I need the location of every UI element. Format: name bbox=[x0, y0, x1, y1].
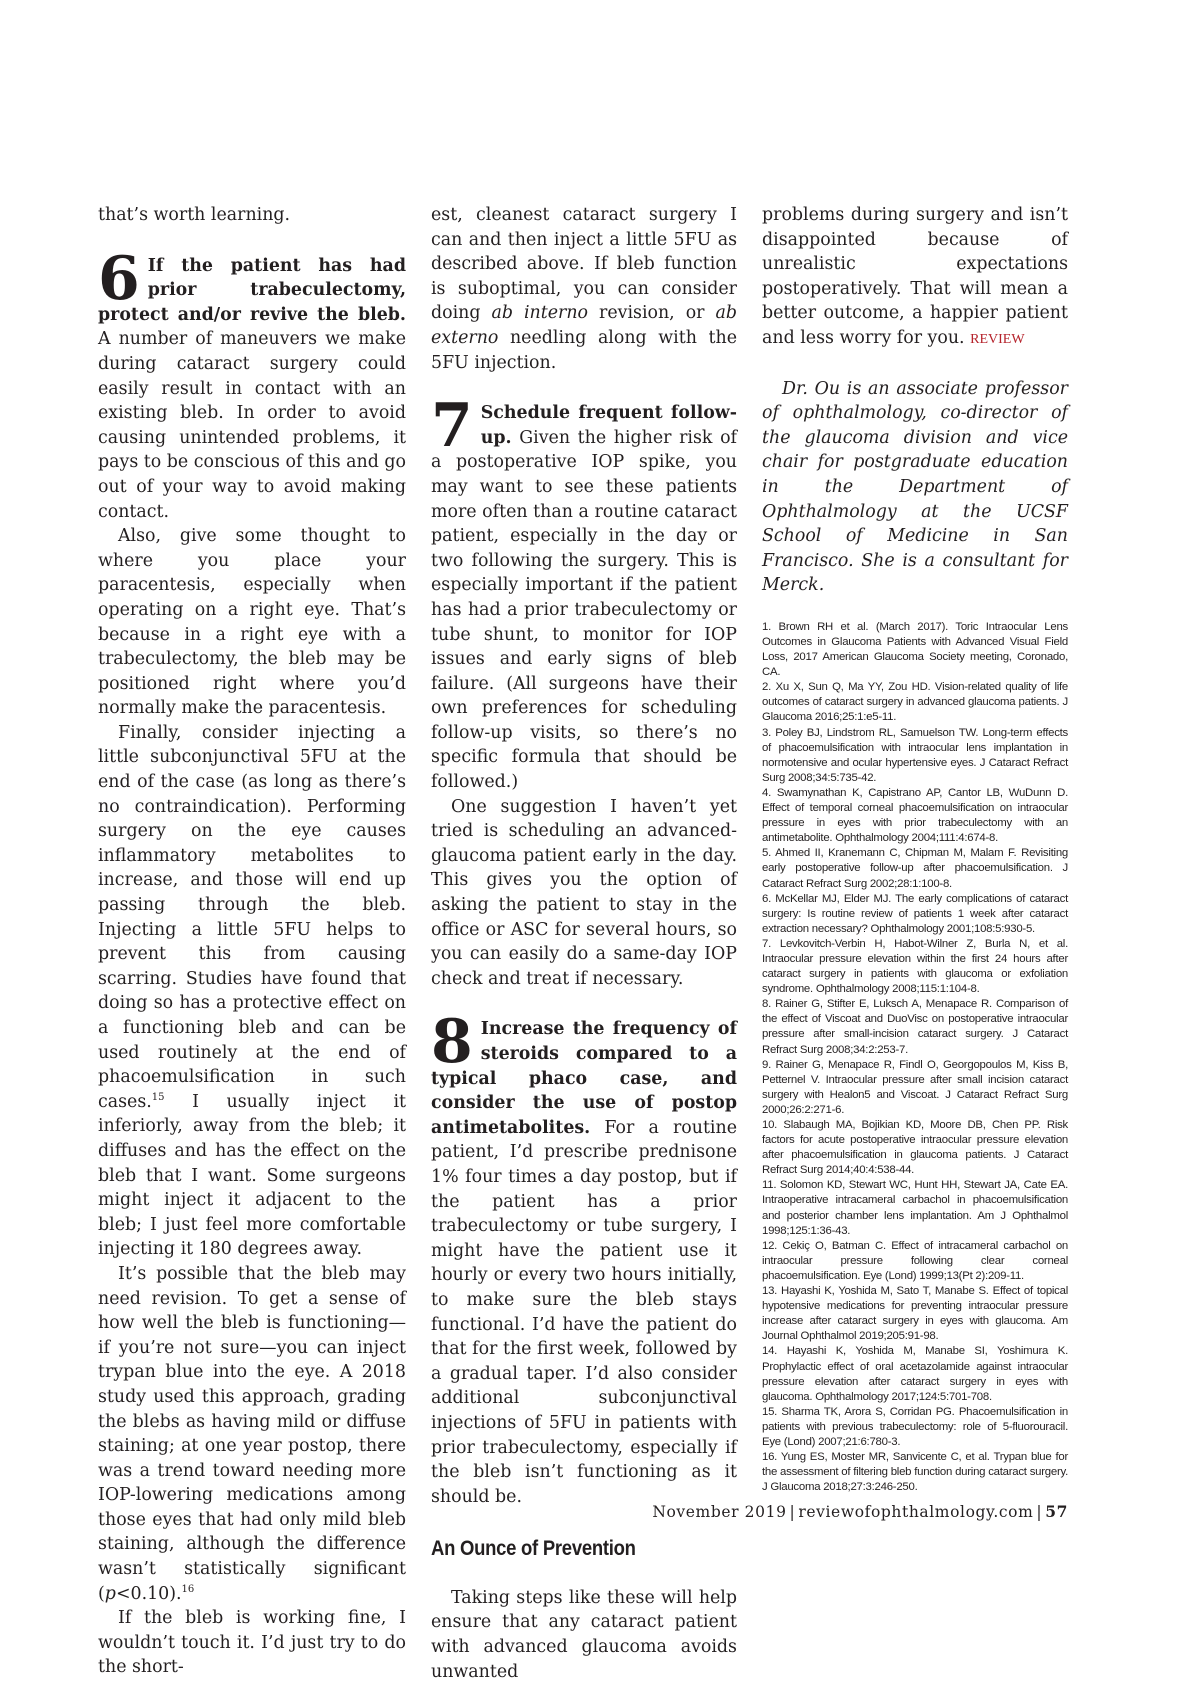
issue-date: November 2019 bbox=[652, 1503, 787, 1521]
citation-superscript: 16 bbox=[181, 1583, 195, 1595]
reference-item: 5. Ahmed II, Kranemann C, Chipman M, Malam F. Revisiting early postoperative follow-up after phacoemulsification. J Cataract Refract Surg 2002;28:1:100-8. bbox=[762, 847, 1068, 890]
tip-7 bbox=[431, 391, 737, 795]
references-list bbox=[762, 620, 1068, 1495]
italic-text: ab interno bbox=[491, 303, 589, 324]
reference-item: 14. Hayashi K, Yoshida M, Manabe SI, Yoshimura K. Prophylactic effect of oral acetazolamide against intraocular pressure elevation after cataract surgery in eyes with glaucoma. Ophthalmology 2017;124:5:701-708. bbox=[762, 1345, 1068, 1403]
paragraph: One suggestion I haven’t yet tried is scheduling an advanced-glaucoma patient early in the day. This gives you the option of asking the patient to stay in the office or ASC for several hours, so you can easily do a same-day IOP check and treat if necessary. bbox=[431, 796, 737, 989]
paragraph bbox=[98, 721, 406, 1262]
citation-superscript: 15 bbox=[151, 1091, 165, 1103]
reference-item: 12. Cekiç O, Batman C. Effect of intracameral carbachol on intraocular pressure following clear corneal phacoemulsification. Eye (Lond) 1999;13(Pt 2):209-11. bbox=[762, 1239, 1068, 1282]
reference-item: 3. Poley BJ, Lindstrom RL, Samuelson TW. Long-term effects of phacoemulsification with intraocular lens implantation in normotensive and ocular hypertensive eyes. J Cataract Refract Surg 2008;34:5:735-42. bbox=[762, 726, 1068, 784]
tip-body: A number of maneuvers we make during cataract surgery could easily result in contact with an existing bleb. In order to avoid causing unintended problems, it pays to be conscious of this and go out of your way to avoid making contact. bbox=[98, 329, 406, 522]
author-bio: Dr. Ou is an associate professor of ophthalmology, co-director of the glaucoma division and vice chair for postgraduate education in the Department of Ophthalmology at the UCSF School of Medicine in San Francisco. She is a consultant for Merck. bbox=[762, 378, 1068, 596]
review-end-mark: REVIEW bbox=[970, 331, 1025, 347]
reference-item: 4. Swamynathan K, Capistrano AP, Cantor LB, WuDunn D. Effect of temporal corneal phacoemulsification on intraocular pressure in eyes with prior trabeculectomy with an antimetabolite. Ophthalmology 2004;111:4:674-8. bbox=[762, 786, 1068, 845]
column-1 bbox=[98, 203, 406, 1680]
tip-body: For a routine patient, I’d prescribe prednisone 1% four times a day postop, but if the patient has a prior trabeculectomy or tube surgery, I might have the patient use it hourly or every two hours initially, to make sure the bleb stays functional. I’d have the patient do that for the first week, followed by a gradual taper. I’d also consider additional subconjunctival injections of 5FU in patients with prior trabeculectomy, especially if the bleb isn’t functioning as it should be. bbox=[431, 1117, 737, 1507]
italic-text: p bbox=[104, 1583, 116, 1604]
column-2 bbox=[431, 203, 737, 1684]
text-run: <0.10). bbox=[115, 1583, 182, 1604]
section-heading: An Ounce of Prevention bbox=[431, 1537, 636, 1561]
reference-item: 16. Yung ES, Moster MR, Sanvicente C, et al. Trypan blue for the assessment of filtering bleb function during cataract surgery. J Glaucoma 2018;27:3:246-250. bbox=[762, 1451, 1068, 1494]
tip-heading: Increase the frequency of steroids compared to a typical phaco case, and consider the use of postop antimetabolites. bbox=[431, 1019, 737, 1138]
website: reviewofophthalmology.com bbox=[798, 1503, 1034, 1521]
text-run: Finally, consider injecting a little subconjunctival 5FU at the end of the case (as long as there’s no contraindication). Performing surgery on the eye causes inflammatory metabolites to increase, and those will end up passing through the bleb. Injecting a little 5FU helps to prevent this from causing scarring. Studies have found that doing so has a protective effect on a functioning bleb and can be used routinely at the end of phacoemulsification in such cases. bbox=[98, 722, 406, 1112]
reference-item: 8. Rainer G, Stifter E, Luksch A, Menapace R. Comparison of the effect of Viscoat and DuoVisc on postoperative intraocular pressure after small-incision cataract surgery. J Cataract Refract Surg 2008;34:2:253-7. bbox=[762, 998, 1068, 1056]
tip-body: Given the higher risk of a postoperative IOP spike, you may want to see these patients more often than a routine cataract patient, especially in the day or two following the surgery. This is especially important if the patient has had a prior trabeculectomy or tube shunt, to monitor for IOP issues and early signs of bleb failure. (All surgeons have their own preferences for scheduling follow-up visits, so there’s no specific formula that should be followed.) bbox=[431, 427, 737, 793]
text-run: revision, or bbox=[588, 303, 716, 324]
tip-8 bbox=[431, 1007, 737, 1509]
reference-item: 1. Brown RH et al. (March 2017). Toric Intraocular Lens Outcomes in Glaucoma Patients with Advanced Visual Field Loss, 2017 American Glaucoma Society meeting, Coronado, CA. bbox=[762, 620, 1068, 679]
text-run: est, cleanest cataract surgery I can and then inject a little 5FU as described above. If bleb function is suboptimal, you can consider doing bbox=[431, 205, 737, 324]
footer-separator: | bbox=[789, 1503, 796, 1521]
column-3 bbox=[762, 203, 1068, 1495]
footer-separator: | bbox=[1036, 1503, 1043, 1521]
paragraph bbox=[431, 203, 737, 375]
tip-heading: If the patient has had prior trabeculectomy, protect and/or revive the bleb. bbox=[98, 255, 406, 325]
italic-text: ab externo bbox=[431, 303, 737, 348]
paragraph bbox=[98, 1262, 406, 1606]
text-run: problems during surgery and isn’t disappointed because of unrealistic expectations postoperatively. That will mean a better outcome, a happier patient and less worry for you. bbox=[762, 205, 1068, 348]
page-number: 57 bbox=[1045, 1502, 1068, 1521]
paragraph bbox=[762, 203, 1068, 353]
text-run: I usually inject it inferiorly, away from the bleb; it diffuses and has the effect on the bleb that I want. Some surgeons might inject it adjacent to the bleb; I just feel more comfortable injecting it 180 degrees away. bbox=[98, 1091, 406, 1260]
tip-paragraph bbox=[431, 391, 737, 795]
tip-6 bbox=[98, 243, 406, 525]
reference-item: 9. Rainer G, Menapace R, Findl O, Georgopoulos M, Kiss B, Petternel V. Intraocular pressure after small incision cataract surgery with Healon5 and Viscoat. J Cataract Refract Surg 2000;26:2:271-6. bbox=[762, 1058, 1068, 1116]
reference-item: 11. Solomon KD, Stewart WC, Hunt HH, Stewart JA, Cate EA. Intraoperative intracameral carbachol in phacoemulsification and posterior chamber lens implantation. Am J Ophthalmol 1998;125:1:36-43. bbox=[762, 1179, 1068, 1237]
tip-heading: Schedule frequent follow-up. bbox=[480, 403, 737, 448]
tip-number: 7 bbox=[431, 391, 473, 462]
reference-item: 10. Slabaugh MA, Bojikian KD, Moore DB, Chen PP. Risk factors for acute postoperative intraocular pressure elevation after phacoemulsification in glaucoma patients. J Cataract Refract Surg 2014;40:4:538-44. bbox=[762, 1119, 1068, 1177]
tip-number: 8 bbox=[431, 1007, 473, 1078]
reference-item: 13. Hayashi K, Yoshida M, Sato T, Manabe S. Effect of topical hypotensive medications for preventing intraocular pressure increase after cataract surgery in eyes with glaucoma. Am Journal Ophthalmol 2019;205:91-98. bbox=[762, 1285, 1068, 1343]
reference-item: 2. Xu X, Sun Q, Ma YY, Zou HD. Vision-related quality of life outcomes of cataract surgery in advanced glaucoma patients. J Glaucoma 2016;25:1:e5-11. bbox=[762, 681, 1068, 724]
paragraph: Also, give some thought to where you place your paracentesis, especially when operating on a right eye. That’s because in a right eye with a trabeculectomy, the bleb may be positioned right where you’d normally make the paracentesis. bbox=[98, 526, 406, 719]
reference-item: 7. Levkovitch-Verbin H, Habot-Wilner Z, Burla N, et al. Intraocular pressure elevation within the first 24 hours after cataract surgery in patients with glaucoma or exfoliation syndrome. Ophthalmology 2008;115:1:104-8. bbox=[762, 937, 1068, 996]
tip-paragraph bbox=[431, 1007, 737, 1509]
reference-item: 15. Sharma TK, Arora S, Corridan PG. Phacoemulsification in patients with previous trabeculectomy: role of 5-fluorouracil. Eye (Lond) 2007;21:6:780-3. bbox=[762, 1405, 1068, 1448]
paragraph: If the bleb is working fine, I wouldn’t touch it. I’d just try to do the short- bbox=[98, 1608, 406, 1678]
tip-paragraph bbox=[98, 243, 406, 525]
page-footer bbox=[652, 1502, 1068, 1521]
tip-number: 6 bbox=[98, 243, 140, 314]
text-run: needling along with the 5FU injection. bbox=[431, 327, 737, 373]
text-run: It’s possible that the bleb may need revision. To get a sense of how well the bleb is functioning—if you’re not sure—you can inject trypan blue into the eye. A 2018 study used this approach, grading the blebs as having mild or diffuse staining; at one year postop, there was a trend toward needing more IOP-lowering medications among those eyes that had only mild bleb staining, although the difference wasn’t statistically significant ( bbox=[98, 1263, 406, 1604]
paragraph: Taking steps like these will help ensure that any cataract patient with advanced glaucoma avoids unwanted bbox=[431, 1587, 737, 1682]
reference-item: 6. McKellar MJ, Elder MJ. The early complications of cataract surgery: Is routine review of patients 1 week after cataract extraction necessary? Ophthalmology 2001;108:5:930-5. bbox=[762, 892, 1068, 935]
paragraph: that’s worth learning. bbox=[98, 205, 291, 225]
